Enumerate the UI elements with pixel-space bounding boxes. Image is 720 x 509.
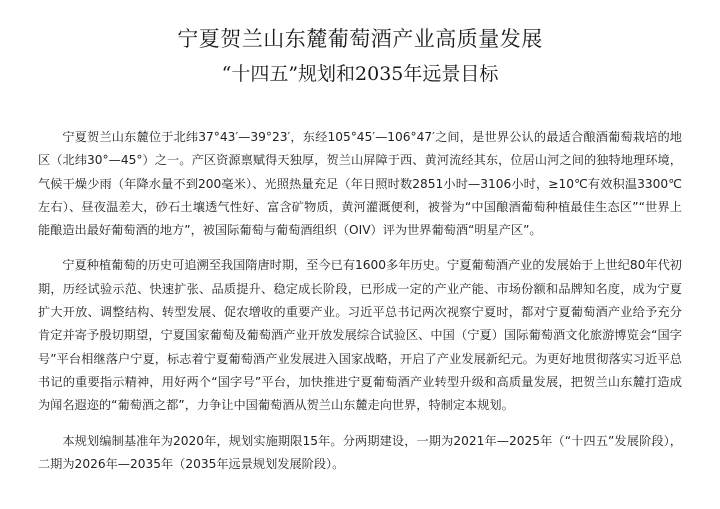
paragraph-geography: 宁夏贺兰山东麓位于北纬37°43′—39°23′，东经105°45′—106°47′之间，是世界公认的最适合酿酒葡萄栽培的地区（北纬30°—45°）之一。产区资源禀赋得天独厚，贺兰山屏障于西、黄河流经其东，位居山河之间的独特地理环境，气候干燥少雨（年降水量不到200毫米）、光照热量充足（年日照时数2851小时—3106小时，≥10℃有效积温3300℃左右）、昼夜温差大，砂石土壤透气性好、富含矿物质，黄河灌溉便利，被誉为“中国酿酒葡萄种植最佳生态区”“世界上能酿造出最好葡萄酒的地方”，被国际葡萄与葡萄酒组织（OIV）评为世界葡萄酒“明星产区”。	[38, 130, 682, 238]
paragraph-history: 宁夏种植葡萄的历史可追溯至我国隋唐时期，至今已有1600多年历史。宁夏葡萄酒产业的发展始于上世纪80年代初期，历经试验示范、快速扩张、品质提升、稳定成长阶段，已形成一定的产业产能、市场份额和品牌知名度，成为宁夏扩大开放、调整结构、转型发展、促农增收的重要产业。习近平总书记两次视察宁夏时，都对宁夏葡萄酒产业给予充分肯定并寄予殷切期望，宁夏国家葡萄及葡萄酒产业开放发展综合试验区、中国（宁夏）国际葡萄酒文化旅游博览会“国字号”平台相继落户宁夏，标志着宁夏葡萄酒产业发展进入国家战略，开启了产业发展新纪元。为更好地贯彻落实习近平总书记的重要指示精神，用好两个“国字号”平台，加快推进宁夏葡萄酒产业转型升级和高质量发展，把贺兰山东麓打造成为闻名遐迩的“葡萄酒之都”，力争让中国葡萄酒从贺兰山东麓走向世界，特制定本规划。	[38, 258, 682, 413]
title-block	[38, 0, 682, 88]
document-subtitle: “十四五”规划和2035年远景目标	[221, 63, 499, 85]
paragraph-timeline: 本规划编制基准年为2020年，规划实施期限15年。分两期建设，一期为2021年—2025年（“十四五”发展阶段），二期为2026年—2035年（2035年远景规划发展阶段）。	[38, 433, 682, 471]
document-title: 宁夏贺兰山东麓葡萄酒产业高质量发展	[177, 27, 543, 51]
document-body	[38, 126, 682, 476]
